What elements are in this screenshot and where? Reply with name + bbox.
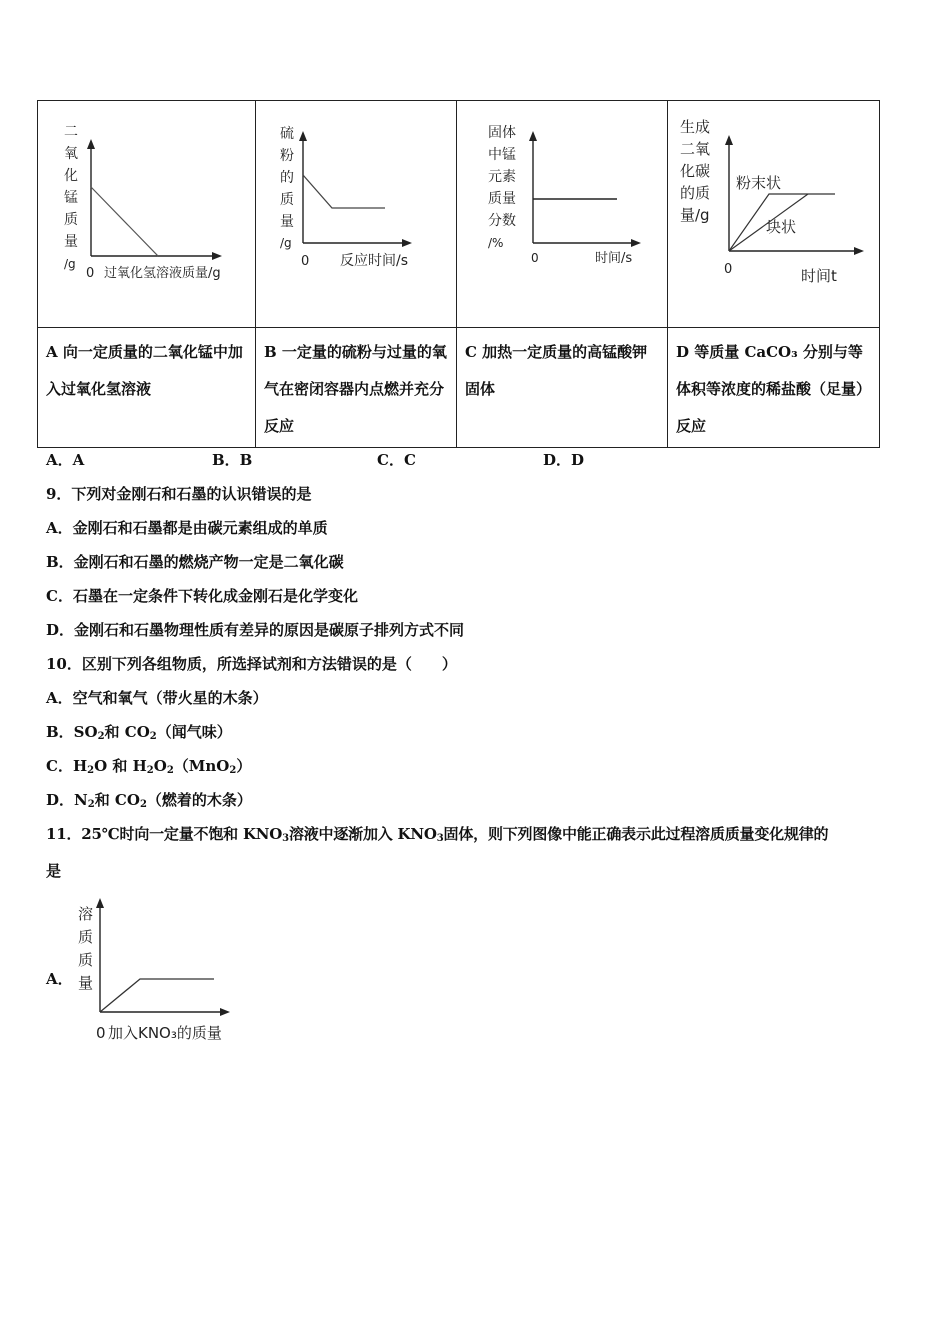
ylabel-char: 化	[64, 168, 78, 184]
q11-stem-cont: 是	[46, 862, 62, 880]
subscript: 2	[229, 765, 237, 776]
ylabel-char: 质	[280, 192, 294, 208]
ylabel-line: 中锰	[488, 147, 516, 163]
ylabel-char: 粉	[280, 148, 294, 164]
label-powder: 粉末状	[736, 174, 782, 192]
graph-cell-c	[457, 101, 668, 328]
ylabel-unit: /g	[280, 236, 292, 250]
x-axis-arrow	[854, 247, 864, 255]
ylabel-unit: /g	[64, 257, 76, 271]
text: ）	[236, 757, 252, 775]
y-axis-arrow	[87, 139, 95, 149]
desc-a: A 向一定质量的二氧化锰中加入过氧化氢溶液	[38, 328, 256, 448]
ylabel-line: 的质	[680, 184, 711, 202]
text: O 和 H	[94, 757, 147, 775]
origin-label: 0	[531, 251, 539, 265]
graph-cell-a	[38, 101, 256, 328]
subscript: 2	[146, 765, 154, 776]
xlabel: 时间/s	[595, 251, 633, 266]
q11-option-a-label[interactable]: A．	[46, 970, 73, 988]
x-axis-arrow	[212, 252, 222, 260]
origin-label: 0	[86, 266, 95, 281]
origin-label: 0	[96, 1024, 106, 1042]
ylabel-char: 的	[280, 170, 294, 186]
ylabel-unit: /%	[488, 236, 504, 250]
desc-d: D 等质量 CaCO₃ 分别与等体积等浓度的稀盐酸（足量）反应	[668, 328, 880, 448]
text: O	[153, 757, 167, 775]
q11-graph-a[interactable]	[72, 890, 252, 1050]
block-line	[729, 194, 808, 251]
text: 固体，则下列图像中能正确表示此过程溶质质量变化规律的	[443, 825, 829, 843]
origin-label: 0	[301, 254, 310, 269]
text: B．SO	[46, 723, 98, 741]
xlabel: 过氧化氢溶液质量/g	[104, 266, 221, 281]
q8-option-a[interactable]: A．A	[46, 451, 85, 469]
text: 11．25℃时向一定量不饱和 KNO	[46, 825, 283, 843]
xlabel: 反应时间/s	[340, 253, 409, 269]
ylabel-char: 二	[64, 124, 78, 140]
q10-option-c[interactable]	[46, 755, 251, 776]
x-axis-arrow	[220, 1008, 230, 1016]
subscript: 2	[149, 731, 157, 742]
q9-option-c[interactable]: C．石墨在一定条件下转化成金刚石是化学变化	[46, 587, 358, 605]
subscript: 2	[87, 765, 95, 776]
desc-c: C 加热一定质量的高锰酸钾固体	[457, 328, 668, 448]
data-line	[303, 175, 385, 208]
subscript: 3	[282, 833, 289, 844]
graph-cell-b	[256, 101, 457, 328]
graph-c	[457, 101, 667, 323]
ylabel-char: 质	[78, 951, 94, 969]
q10-option-d[interactable]	[46, 789, 252, 810]
data-line	[91, 187, 158, 256]
label-block: 块状	[766, 218, 797, 236]
origin-label: 0	[724, 262, 733, 277]
y-axis-arrow	[96, 898, 104, 908]
text: C．H	[46, 757, 88, 775]
subscript: 2	[97, 731, 105, 742]
ylabel-line: 生成	[680, 118, 711, 136]
graph-cell-d	[668, 101, 880, 328]
y-axis-arrow	[725, 135, 733, 145]
q8-table	[37, 100, 880, 448]
ylabel-line: 化碳	[680, 162, 711, 180]
xlabel: 时间t	[801, 267, 837, 285]
ylabel-line: 分数	[488, 213, 516, 229]
text: （燃着的木条）	[146, 791, 252, 809]
graph-b	[256, 101, 456, 323]
ylabel-char: 锰	[64, 190, 78, 206]
data-line	[100, 979, 214, 1012]
ylabel-line: 固体	[488, 125, 516, 141]
q9-option-d[interactable]: D．金刚石和石墨物理性质有差异的原因是碳原子排列方式不同	[46, 621, 465, 639]
ylabel-char: 质	[64, 212, 78, 228]
x-axis-arrow	[631, 239, 641, 247]
q9-option-a[interactable]: A．金刚石和石墨都是由碳元素组成的单质	[46, 519, 328, 537]
text: D．N	[46, 791, 88, 809]
graph-a	[38, 101, 255, 323]
q8-option-d[interactable]: D．D	[543, 451, 585, 469]
ylabel-char: 量	[280, 214, 294, 230]
text: 溶液中逐渐加入 KNO	[288, 825, 437, 843]
desc-b: B 一定量的硫粉与过量的氧气在密闭容器内点燃并充分反应	[256, 328, 457, 448]
q9-option-b[interactable]: B．金刚石和石墨的燃烧产物一定是二氧化碳	[46, 553, 344, 571]
text: （MnO	[173, 757, 230, 775]
q9-stem: 9．下列对金刚石和石墨的认识错误的是	[46, 485, 312, 503]
q10-option-a[interactable]: A．空气和氧气（带火星的木条）	[46, 689, 268, 707]
ylabel-line: 质量	[488, 191, 516, 207]
subscript: 2	[139, 799, 147, 810]
text: 和 CO	[104, 723, 150, 741]
xlabel: 加入KNO₃的质量	[108, 1024, 222, 1042]
ylabel-char: 溶	[78, 905, 94, 923]
subscript: 2	[166, 765, 174, 776]
subscript: 3	[436, 833, 444, 844]
graph-d	[668, 101, 880, 323]
ylabel-char: 量	[64, 234, 78, 250]
ylabel-line: 元素	[488, 169, 516, 185]
q8-option-c[interactable]: C．C	[377, 451, 416, 469]
ylabel-line: 二氧	[680, 140, 711, 158]
subscript: 2	[87, 799, 95, 810]
ylabel-char: 氧	[64, 146, 78, 162]
q8-option-b[interactable]: B．B	[212, 451, 253, 469]
ylabel-char: 质	[78, 928, 94, 946]
q10-option-b[interactable]	[46, 721, 232, 742]
y-axis-arrow	[299, 131, 307, 141]
text: （闻气味）	[156, 723, 232, 741]
q11-stem	[46, 823, 828, 844]
ylabel-line: 量/g	[680, 206, 710, 224]
text: 和 CO	[94, 791, 140, 809]
y-axis-arrow	[529, 131, 537, 141]
ylabel-char: 硫	[280, 126, 294, 142]
x-axis-arrow	[402, 239, 412, 247]
ylabel-char: 量	[78, 974, 94, 992]
q10-stem: 10．区别下列各组物质，所选择试剂和方法错误的是（ ）	[46, 655, 457, 673]
